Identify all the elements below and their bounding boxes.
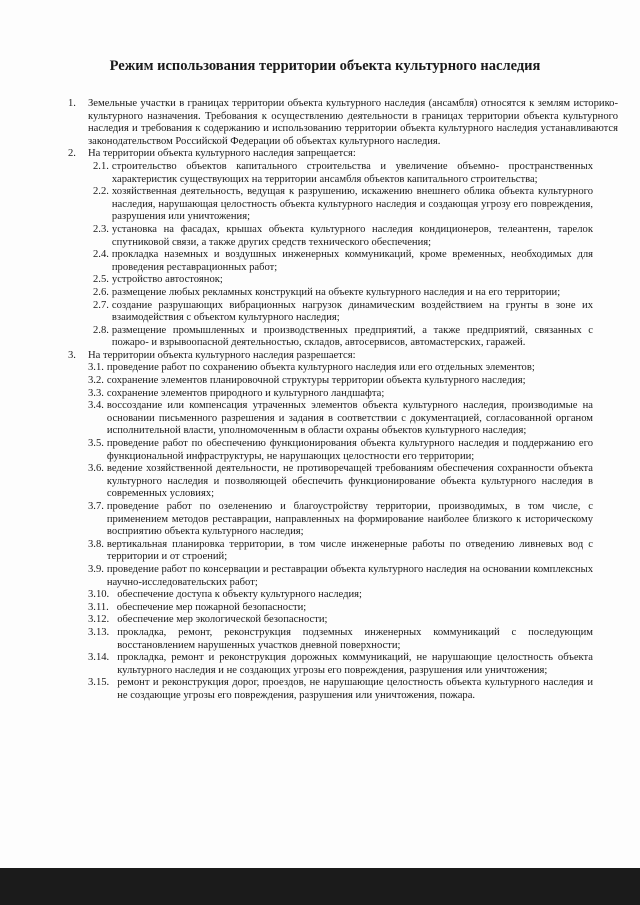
item-number: 3.7. [88, 501, 104, 512]
item-text: размещение промышленных и производственных предприятий, а также предприятий, связанных с пожаро- и взрывоопасной деятельностью, складов, автосервисов, автомастерских, гаражей. [111, 324, 593, 349]
item-number: 2.8. [93, 324, 109, 336]
list-item [93, 249, 593, 274]
item-number: 2.1. [93, 160, 109, 172]
section-3 [68, 350, 618, 363]
item-text: создание разрушающих вибрационных нагрузок динамическим воздействием на грунты в зоне их взаимодействия с объектом культурного наследия; [111, 299, 593, 324]
list-item [88, 400, 593, 438]
document-body [68, 98, 618, 703]
list-item [93, 186, 593, 224]
document-title: Режим использования территории объекта культурного наследия [109, 58, 541, 74]
item-text: обеспечение доступа к объекту культурного наследия; [117, 589, 362, 601]
list-item [88, 589, 593, 602]
item-number: 3.5. [88, 438, 104, 450]
item-text: проведение работ по сохранению объекта культурного наследия или его отдельных элементов; [106, 362, 535, 374]
item-text: воссоздание или компенсация утраченных элементов объекта культурного наследия, производимые на основании письменного разрешения и задания в соответствии с документацией, согласованной органом исполнительной власти, уполномоченным в области охраны объектов культурного наследия; [106, 400, 593, 437]
item-number: 2.4. [93, 249, 109, 261]
section-text: Земельные участки в границах территории объекта культурного наследия (ансамбля) относятся к землям историко-культурного назначения. Требования к осуществлению деятельности в границах территории объекта культурного наследия и требования к содержанию и использованию территории объекта культурного наследия устанавливаются законодательством Российской Федерации об объектах культурного наследия. [88, 98, 618, 147]
item-text: ведение хозяйственной деятельности, не противоречащей требованиям обеспечения сохранности объекта культурного наследия и позволяющей обеспечить функционирование объекта культурного наследия в современных условиях; [106, 463, 593, 500]
item-number: 3.2. [88, 375, 104, 387]
list-item [93, 287, 593, 300]
item-text: обеспечение мер пожарной безопасности; [116, 601, 307, 613]
item-text: проведение работ по озеленению и благоустройству территории, производимых, в том числе, с применением методов реставрации, направленных на формирование наиболее близкого к историческому восприятию объекта культурного наследия; [106, 501, 593, 538]
section-number: 3. [68, 349, 76, 361]
item-number: 3.13. [88, 626, 110, 638]
item-text: прокладка, ремонт и реконструкция дорожных коммуникаций, не нарушающие целостность объекта культурного наследия и не создающих угрозы его повреждения, разрушения или уничтожения; [117, 652, 593, 676]
item-number: 2.2. [93, 186, 109, 198]
item-number: 2.6. [93, 286, 109, 298]
item-text: ремонт и реконструкция дорог, проездов, не нарушающие целостность объекта культурного наследия и не создающие угрозы его повреждения, разрушения или уничтожения, пожара. [117, 677, 593, 701]
item-number: 3.8. [88, 538, 104, 550]
section-heading: На территории объекта культурного наследия разрешается: [88, 349, 356, 361]
list-item [93, 325, 593, 350]
list-item [88, 614, 593, 627]
section-number: 2. [68, 148, 76, 160]
section-number: 1. [68, 98, 76, 109]
list-item [88, 362, 593, 375]
list-item [88, 438, 593, 463]
scan-bottom-edge [0, 868, 640, 905]
item-number: 3.1. [88, 362, 104, 374]
item-number: 3.12. [88, 614, 110, 626]
section-2 [68, 148, 618, 161]
item-text: сохранение элементов планировочной структуры территории объекта культурного наследия; [106, 375, 526, 387]
list-item [88, 539, 593, 564]
section-3-items [68, 362, 618, 702]
list-item [88, 652, 593, 677]
list-item [88, 463, 593, 501]
item-number: 3.14. [88, 652, 110, 664]
item-text: установка на фасадах, крышах объекта культурного наследия кондиционеров, телеантенн, тарелок спутниковой связи, а также других средств технического обеспечения; [111, 223, 593, 248]
list-item [88, 375, 593, 388]
item-number: 3.10. [88, 589, 110, 601]
item-number: 2.3. [93, 223, 109, 235]
item-text: обеспечение мер экологической безопасности; [117, 614, 328, 626]
item-text: строительство объектов капитального строительства и увеличение объемно- пространственных характеристик существующих на территории ансамбля объектов капитального строительства; [111, 160, 593, 185]
item-number: 2.7. [93, 299, 109, 311]
item-number: 3.6. [88, 463, 104, 475]
list-item [88, 677, 593, 702]
list-item [88, 627, 593, 652]
list-item [88, 388, 593, 401]
item-text: размещение любых рекламных конструкций на объекте культурного наследия и на его территории; [111, 286, 561, 298]
list-item [88, 501, 593, 539]
item-text: сохранение элементов природного и культурного ландшафта; [106, 387, 385, 399]
section-heading: На территории объекта культурного наследия запрещается: [88, 148, 356, 160]
list-item [93, 300, 593, 325]
list-item [93, 224, 593, 249]
item-text: прокладка, ремонт, реконструкция подземных инженерных коммуникаций с последующим восстановлением нарушенных участков дневной поверхности; [117, 626, 593, 651]
item-number: 2.5. [93, 274, 109, 286]
list-item [93, 274, 593, 287]
list-item [93, 161, 593, 186]
item-text: прокладка наземных и воздушных инженерных коммуникаций, кроме временных, необходимых для проведения реставрационных работ; [111, 249, 593, 273]
item-number: 3.9. [88, 563, 104, 575]
section-2-items [68, 161, 618, 350]
section-1 [68, 98, 618, 148]
item-text: проведение работ по консервации и реставрации объекта культурного наследия на основании комплексных научно-исследовательских работ; [106, 563, 593, 588]
item-text: хозяйственная деятельность, ведущая к разрушению, искажению внешнего облика объекта культурного наследия, нарушающая целостность объекта культурного наследия и создающая угрозу его повреждения, разрушения или уничтожения; [111, 186, 593, 223]
item-number: 3.11. [88, 601, 109, 613]
list-item [88, 602, 593, 615]
list-item [88, 564, 593, 589]
item-number: 3.3. [88, 387, 104, 399]
item-number: 3.15. [88, 677, 110, 689]
item-text: вертикальная планировка территории, в том числе инженерные работы по отведению ливневых вод с территории и от строений; [106, 538, 593, 563]
item-number: 3.4. [88, 400, 104, 412]
item-text: проведение работ по обеспечению функционирования объекта культурного наследия и поддержанию его функциональной инфраструктуры, не нарушающих целостности его территории; [106, 438, 593, 462]
item-text: устройство автостоянок; [111, 274, 223, 286]
